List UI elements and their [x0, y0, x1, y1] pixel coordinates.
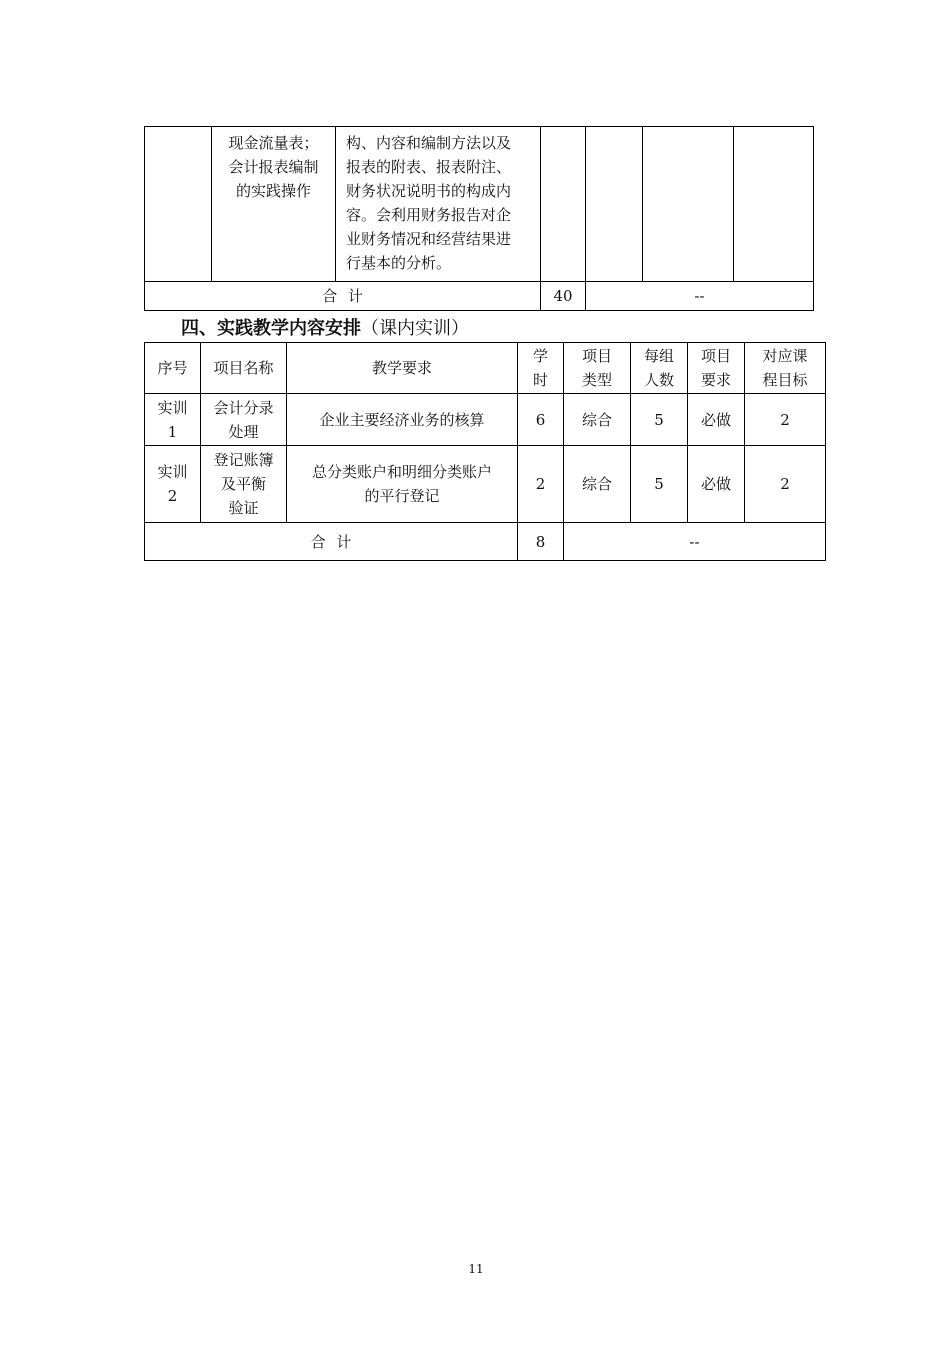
cell-serial: 实训 1: [145, 394, 201, 446]
total-hours: 40: [541, 282, 586, 311]
cell-empty: [734, 127, 814, 282]
cell-type: 综合: [564, 446, 631, 523]
total-rest: --: [586, 282, 814, 311]
cell-empty: [541, 127, 586, 282]
header-cell: 序号: [145, 343, 201, 394]
header-cell: 项目 要求: [688, 343, 745, 394]
cell-project-name: 登记账簿 及平衡 验证: [201, 446, 287, 523]
cell-requirement: 企业主要经济业务的核算: [287, 394, 518, 446]
table-row: [145, 394, 826, 446]
cell-content: 构、内容和编制方法以及 报表的附表、报表附注、 财务状况说明书的构成内 容。会利用财务报告对企 业财务情况和经营结果进 行基本的分析。: [336, 127, 541, 282]
header-cell: 教学要求: [287, 343, 518, 394]
header-cell: 每组 人数: [631, 343, 688, 394]
total-label: 合 计: [145, 282, 541, 311]
page-number: 11: [468, 1262, 484, 1276]
cell-required: 必做: [688, 446, 745, 523]
cell-item-name: 现金流量表； 会计报表编制 的实践操作: [212, 127, 336, 282]
section-heading: [181, 316, 469, 342]
section-heading-note: （课内实训）: [361, 318, 469, 339]
cell-group-size: 5: [631, 446, 688, 523]
total-rest: --: [564, 523, 826, 561]
cell-empty: [586, 127, 643, 282]
cell-course-goal: 2: [745, 394, 826, 446]
cell-required: 必做: [688, 394, 745, 446]
cell-empty: [643, 127, 734, 282]
header-row: [145, 343, 826, 394]
practice-teaching-table: [144, 342, 826, 561]
header-cell: 学 时: [518, 343, 564, 394]
previous-table-continuation: [144, 126, 814, 311]
total-label: 合 计: [145, 523, 518, 561]
table-row: [145, 446, 826, 523]
table-row: [145, 127, 814, 282]
cell-hours: 6: [518, 394, 564, 446]
header-cell: 项目 类型: [564, 343, 631, 394]
cell-empty: [145, 127, 212, 282]
cell-requirement: 总分类账户和明细分类账户 的平行登记: [287, 446, 518, 523]
total-row: [145, 523, 826, 561]
section-heading-bold: 四、实践教学内容安排: [181, 318, 361, 339]
cell-serial: 实训 2: [145, 446, 201, 523]
header-cell: 项目名称: [201, 343, 287, 394]
cell-group-size: 5: [631, 394, 688, 446]
cell-course-goal: 2: [745, 446, 826, 523]
cell-hours: 2: [518, 446, 564, 523]
header-cell: 对应课 程目标: [745, 343, 826, 394]
total-row: [145, 282, 814, 311]
total-hours: 8: [518, 523, 564, 561]
cell-project-name: 会计分录 处理: [201, 394, 287, 446]
cell-type: 综合: [564, 394, 631, 446]
